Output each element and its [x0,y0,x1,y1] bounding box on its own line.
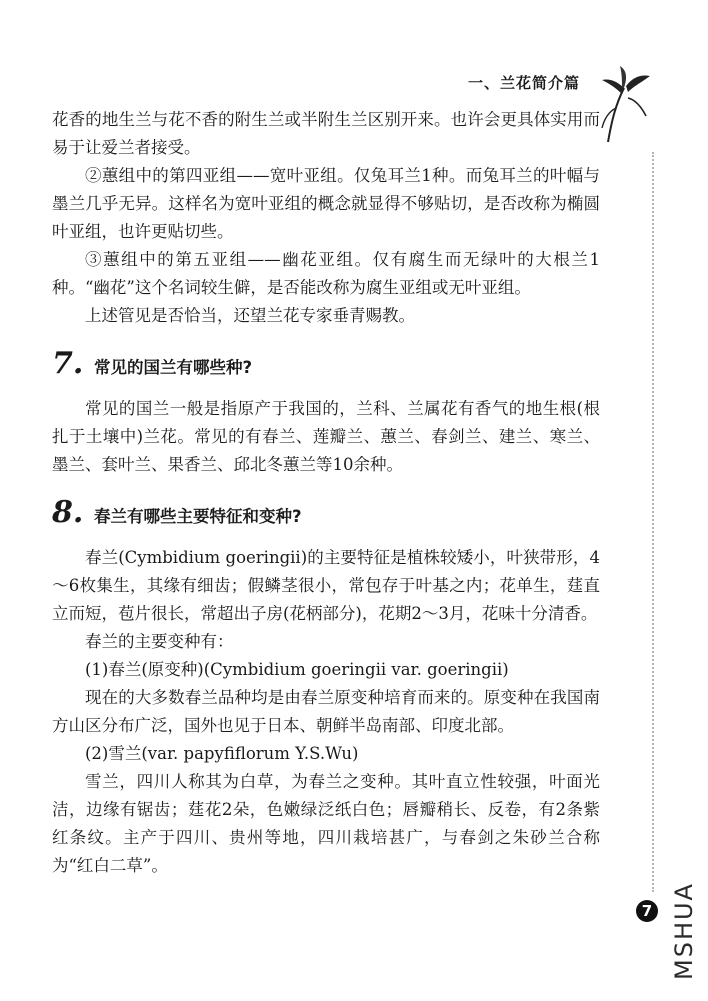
paragraph: 花香的地生兰与花不香的附生兰或半附生兰区别开来。也许会更具体实用而易于让爱兰者接受。 [52,110,600,157]
section-heading-7 [52,346,600,381]
paragraph: 常见的国兰一般是指原产于我国的，兰科、兰属花有香气的地生根(根扎于土壤中)兰花。常见的有春兰、莲瓣兰、蕙兰、春剑兰、建兰、寒兰、墨兰、套叶兰、果香兰、邱北冬蕙兰等10余种。 [52,399,600,474]
paragraph: ②蕙组中的第四亚组——宽叶亚组。仅兔耳兰1种。而兔耳兰的叶幅与墨兰几乎无异。这样名为宽叶亚组的概念就显得不够贴切，是否改称为椭圆叶亚组，也许更贴切些。 [52,166,600,241]
header-title: 一、兰花简介篇 [468,74,581,92]
margin-dotted-rule [652,152,654,892]
paragraph: 春兰的主要变种有： [85,632,234,651]
paragraph: 现在的大多数春兰品种均是由春兰原变种培育而来的。原变种在我国南方山区分布广泛，国外也见于日本、朝鲜半岛南部、印度北部。 [52,688,600,735]
paragraph: ③蕙组中的第五亚组——幽花亚组。仅有腐生而无绿叶的大根兰1种。“幽花”这个名词较生僻，是否能改称为腐生亚组或无叶亚组。 [52,250,600,297]
orchid-ornament-icon [598,64,654,144]
paragraph: 雪兰，四川人称其为白草，为春兰之变种。其叶直立性较强，叶面光洁，边缘有锯齿；莛花2朵，色嫩绿泛纸白色；唇瓣稍长、反卷，有2条紫红条纹。主产于四川、贵州等地，四川栽培甚广，与春剑之朱砂兰合称为“红白二草”。 [52,772,600,875]
section-number: 8. [52,495,84,530]
section-title: 春兰有哪些主要特征和变种? [94,507,302,526]
section-number: 7. [52,346,84,381]
variety-heading: (2)雪兰(var. papyfiflorum Y.S.Wu) [85,744,359,763]
page-number: 7 [636,900,658,922]
paragraph: 上述管见是否恰当，还望兰花专家垂青赐教。 [85,306,415,325]
section-heading-8 [52,495,600,530]
variety-heading: (1)春兰(原变种)(Cymbidium goeringii var. goeringii) [85,660,509,679]
watermark-text: MSHUA [670,882,698,980]
paragraph: 春兰(Cymbidium goeringii)的主要特征是植株较矮小，叶狭带形，4～6枚集生，其缘有细齿；假鳞茎很小，常包存于叶基之内；花单生，莛直立而短，苞片很长，常超出子房(花柄部分)，花期2～3月，花味十分清香。 [52,548,600,623]
section-title: 常见的国兰有哪些种? [94,358,253,377]
page-body [52,106,600,880]
watermark [664,882,708,1000]
